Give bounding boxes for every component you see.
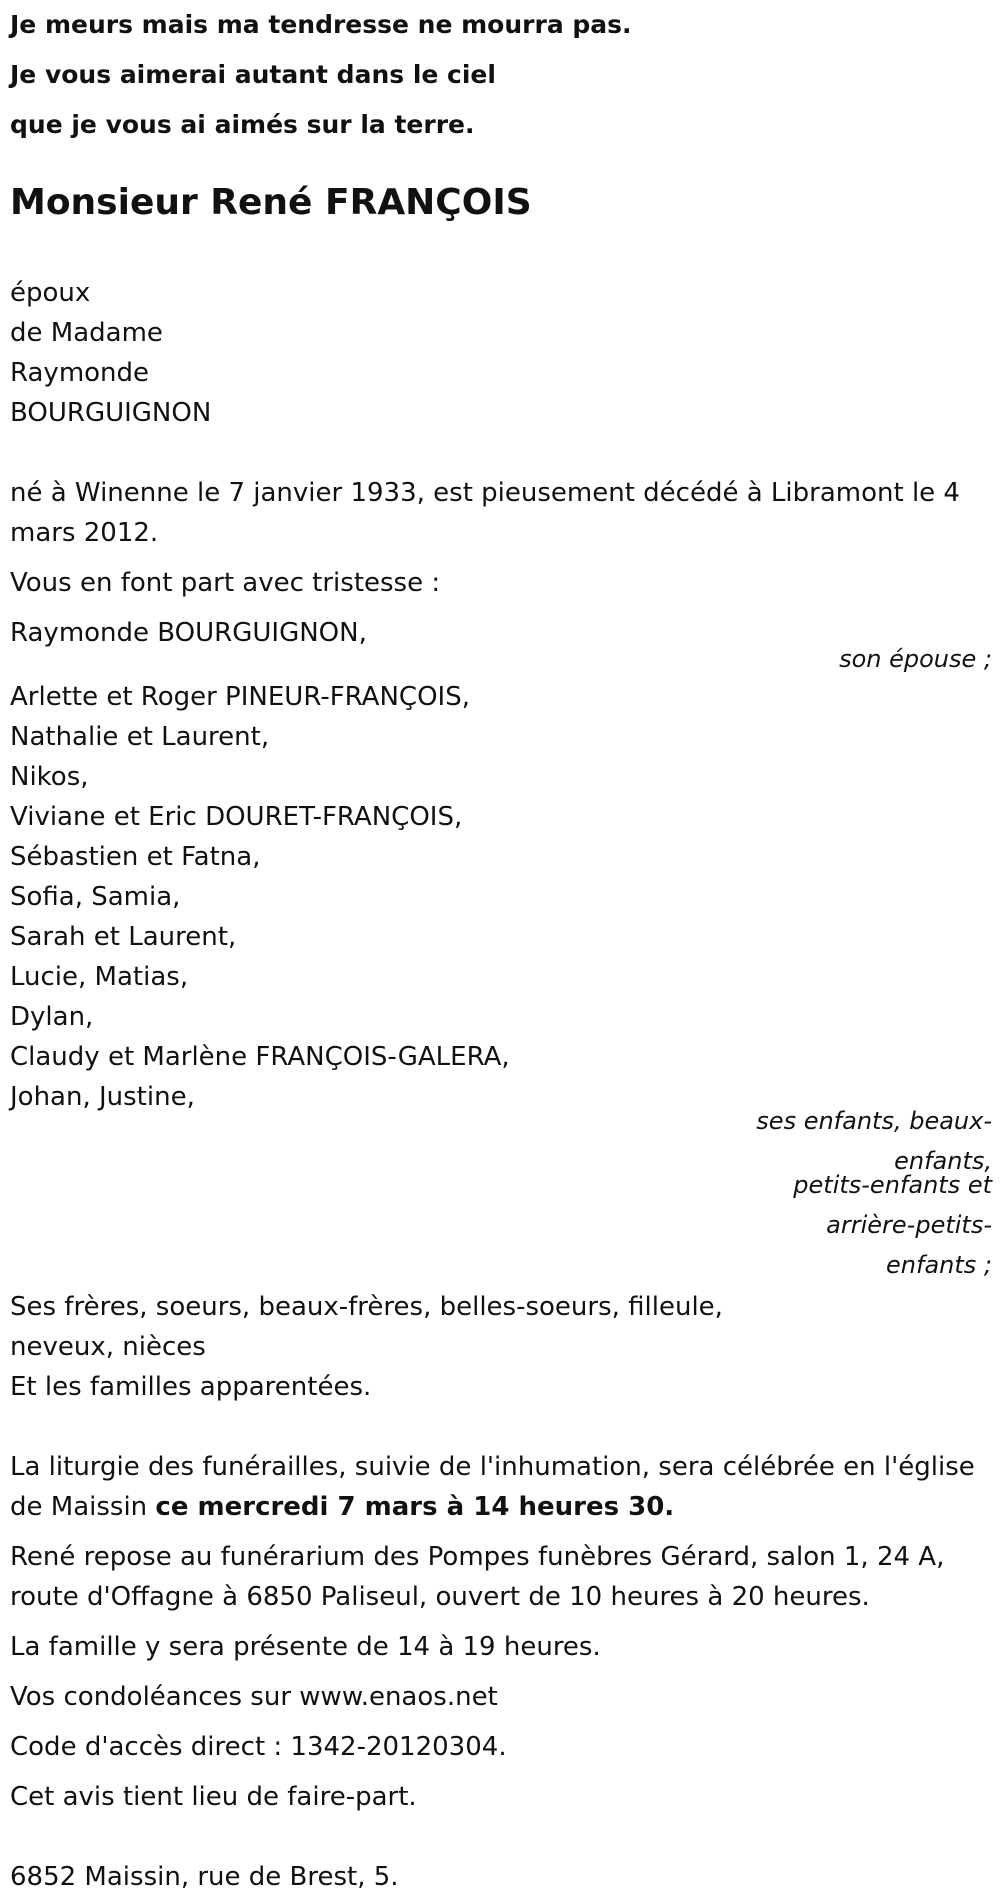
repose-line-2: route d'Offagne à 6850 Paliseul, ouvert de 10 heures à 20 heures. — [10, 1582, 870, 1612]
family-member: Sébastien et Fatna, — [10, 842, 261, 872]
family-role-line: enfants ; — [886, 1251, 992, 1279]
repose-line-1: René repose au funérarium des Pompes funèbres Gérard, salon 1, 24 A, — [10, 1542, 945, 1572]
spouse-entry: Raymonde BOURGUIGNON, — [10, 618, 367, 648]
verse-line-3: que je vous ai aimés sur la terre. — [10, 110, 475, 139]
family-role-line: enfants, — [894, 1147, 992, 1175]
spouse-line: Raymonde — [10, 358, 150, 388]
birth-death-line-2: mars 2012. — [10, 518, 159, 548]
family-member: Arlette et Roger PINEUR-FRANÇOIS, — [10, 682, 470, 712]
family-member: Nikos, — [10, 762, 89, 792]
spouse-line: époux — [10, 278, 91, 308]
spouse-line: de Madame — [10, 318, 163, 348]
address: 6852 Maissin, rue de Brest, 5. — [10, 1862, 399, 1892]
family-role-line: petits-enfants et — [793, 1171, 992, 1199]
deceased-name: Monsieur René FRANÇOIS — [10, 182, 532, 223]
notice-line: Cet avis tient lieu de faire-part. — [10, 1782, 417, 1812]
access-code: Code d'accès direct : 1342-20120304. — [10, 1732, 507, 1762]
birth-death-line-1: né à Winenne le 7 janvier 1933, est pieusement décédé à Libramont le 4 — [10, 478, 960, 508]
announcement-intro: Vous en font part avec tristesse : — [10, 568, 441, 598]
funeral-place: de Maissin — [10, 1492, 156, 1522]
family-member: Lucie, Matias, — [10, 962, 189, 992]
family-member: Viviane et Eric DOURET-FRANÇOIS, — [10, 802, 463, 832]
relatives-line: neveux, nièces — [10, 1332, 206, 1362]
funeral-line-1: La liturgie des funérailles, suivie de l'inhumation, sera célébrée en l'église — [10, 1452, 975, 1482]
family-presence: La famille y sera présente de 14 à 19 heures. — [10, 1632, 601, 1662]
family-member: Dylan, — [10, 1002, 94, 1032]
family-member: Sarah et Laurent, — [10, 922, 237, 952]
relatives-line: Ses frères, soeurs, beaux-frères, belles-soeurs, filleule, — [10, 1292, 723, 1322]
verse-line-2: Je vous aimerai autant dans le ciel — [10, 60, 496, 89]
funeral-date: ce mercredi 7 mars à 14 heures 30. — [155, 1492, 675, 1522]
spouse-line: BOURGUIGNON — [10, 398, 212, 428]
relatives-line: Et les familles apparentées. — [10, 1372, 372, 1402]
family-role-line: arrière-petits- — [826, 1211, 992, 1239]
family-member: Claudy et Marlène FRANÇOIS-GALERA, — [10, 1042, 510, 1072]
funeral-line-2 — [10, 1492, 674, 1522]
verse-line-1: Je meurs mais ma tendresse ne mourra pas. — [10, 10, 632, 39]
family-member: Sofia, Samia, — [10, 882, 181, 912]
family-member: Nathalie et Laurent, — [10, 722, 270, 752]
family-member: Johan, Justine, — [10, 1082, 195, 1112]
spouse-role: son épouse ; — [839, 645, 992, 673]
family-role-line: ses enfants, beaux- — [756, 1107, 992, 1135]
condolences-line: Vos condoléances sur www.enaos.net — [10, 1682, 498, 1712]
